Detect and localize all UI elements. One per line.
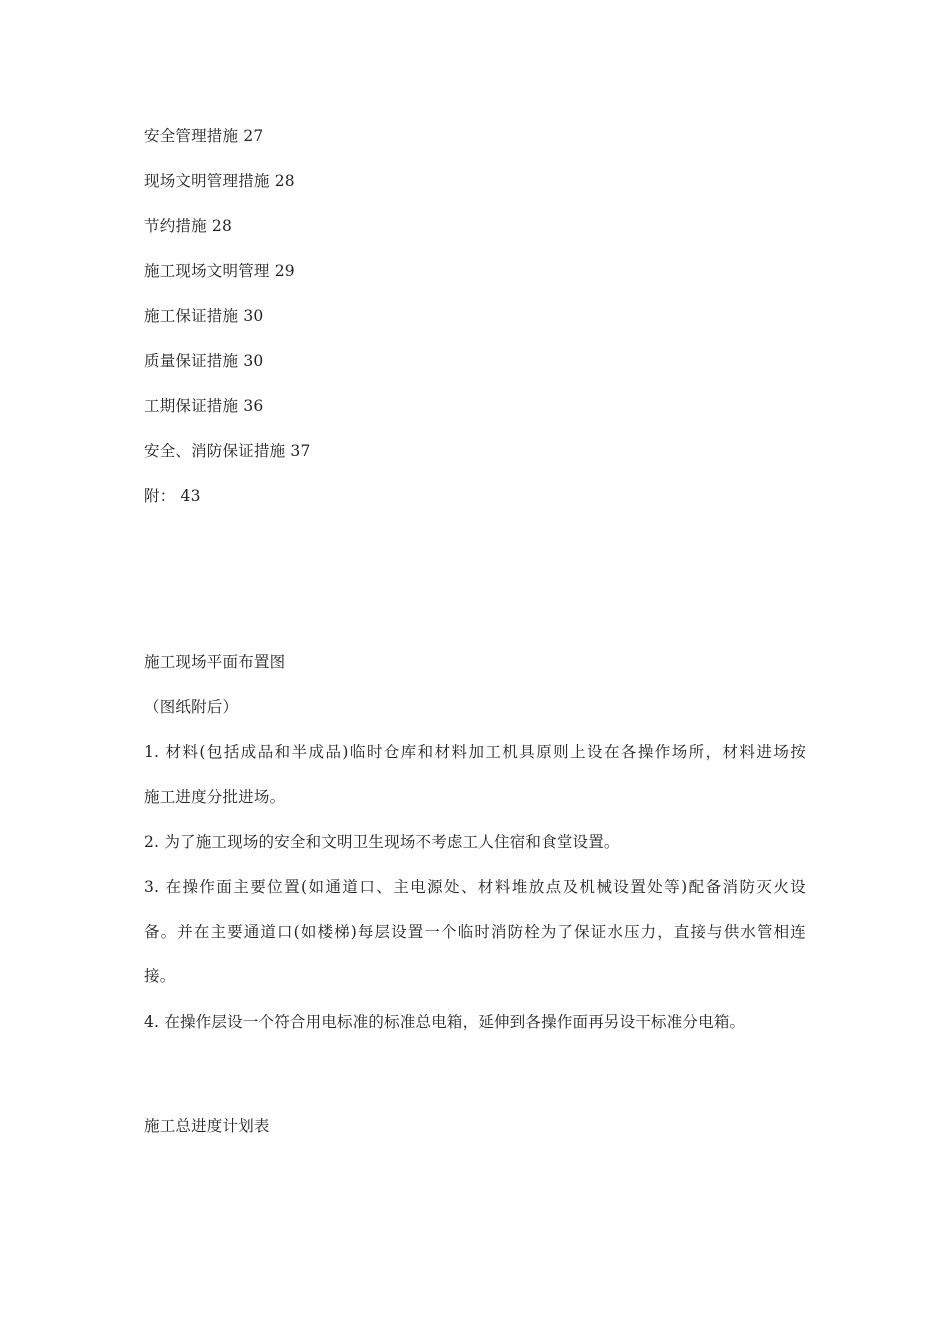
toc-entry-civilized-site-management: 现场文明管理措施 28 [144,172,295,190]
site-plan-item-1-line-1: 1. 材料(包括成品和半成品)临时仓库和材料加工机具原则上设在各操作场所，材料进场按 [144,743,806,761]
toc-entry-quality-guarantee: 质量保证措施 30 [144,352,264,370]
toc-entry-site-civilized-management: 施工现场文明管理 29 [144,262,295,280]
toc-entry-appendix: 附： 43 [144,487,201,505]
toc-entry-construction-guarantee: 施工保证措施 30 [144,307,264,325]
toc-entry-saving-measures: 节约措施 28 [144,217,233,235]
site-plan-note: （图纸附后） [144,698,239,716]
toc-entry-safety-management: 安全管理措施 27 [144,127,264,145]
toc-entry-safety-fire-guarantee: 安全、消防保证措施 37 [144,442,311,460]
site-plan-item-4: 4. 在操作层设一个符合用电标准的标准总电箱，延伸到各操作面再另设干标准分电箱。 [144,1013,746,1031]
site-plan-item-1-line-2: 施工进度分批进场。 [144,788,286,806]
toc-entry-schedule-guarantee: 工期保证措施 36 [144,397,264,415]
site-plan-item-3-line-1: 3. 在操作面主要位置(如通道口、主电源处、材料堆放点及机械设置处等)配备消防灭火设 [144,878,806,896]
site-plan-title: 施工现场平面布置图 [144,653,286,671]
site-plan-item-3-line-3: 接。 [144,967,176,985]
site-plan-item-2: 2. 为了施工现场的安全和文明卫生现场不考虑工人住宿和食堂设置。 [144,833,620,851]
schedule-title: 施工总进度计划表 [144,1117,270,1135]
site-plan-item-3-line-2: 备。并在主要通道口(如楼梯)每层设置一个临时消防栓为了保证水压力，直接与供水管相连 [144,923,806,941]
